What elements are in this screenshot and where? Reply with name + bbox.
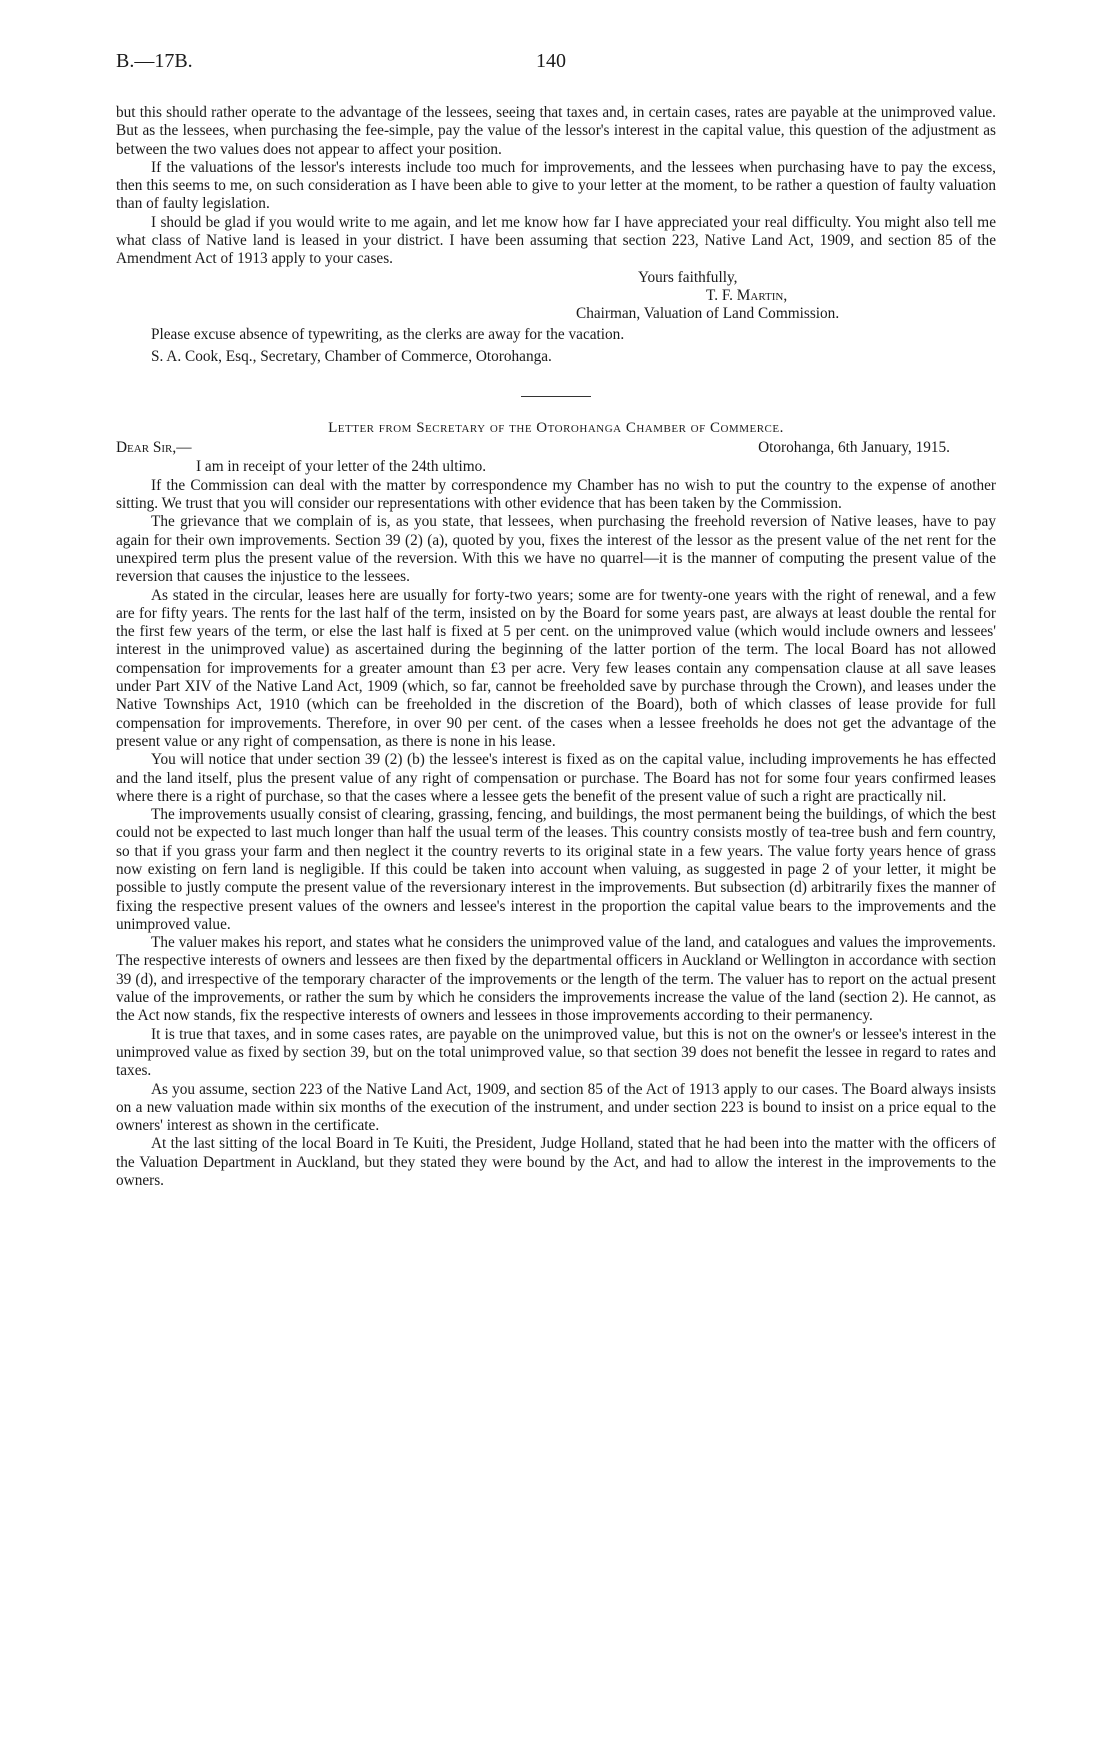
paragraph: The valuer makes his report, and states what he considers the unimproved value of the land, and catalogues and values the improvements. The respective interests of owners and lessees are then fixed by the departmental officers in Auckland or Wellington in accordance with section 39 (d), and irrespective of the temporary character of the improvements or the length of the term. The valuer has to report on the actual present value of the improvements, or rather the sum by which he considers the improvements increase the value of the land (section 2). He cannot, as the Act now stands, fix the respective interests of owners and lessees in those improvements according to their permanency. [116, 934, 996, 1025]
paragraph: The improvements usually consist of clearing, grassing, fencing, and buildings, the most permanent being the buildings, of which the best could not be expected to last much longer than half the usual term of the leases. This country consists mostly of tea-tree bush and fern country, so that if you grass your farm and then neglect it the country reverts to its original state in a few years. The value forty years hence of grass now existing on fern land is negligible. If this could be taken into account when valuing, as suggested in page 2 of your letter, it might be possible to justly compute the present value of the reversionary interest in the improvements. But subsection (d) arbitrarily fixes the manner of fixing the respective present values of the owners and lessee's interest in the proportion the capital value bears to the improvements and the unimproved value. [116, 806, 996, 933]
document-reference: B.—17B. [116, 50, 193, 72]
letter-continuation [116, 104, 996, 366]
letter-heading: Letter from Secretary of the Otorohanga Chamber of Commerce. [328, 420, 784, 437]
page-header [116, 50, 996, 80]
paragraph: As you assume, section 223 of the Native Land Act, 1909, and section 85 of the Act of 1913 apply to our cases. The Board always insists on a new valuation made within six months of the execution of the instrument, and under section 223 is bound to insist on a price equal to the owners' interest as shown in the certificate. [116, 1080, 996, 1135]
section-divider [521, 396, 591, 397]
paragraph: I should be glad if you would write to me again, and let me know how far I have appreciated your real difficulty. You might also tell me what class of Native land is leased in your district. I have been assuming that section 223, Native Land Act, 1909, and section 85 of the Amendment Act of 1913 apply to your cases. [116, 213, 996, 268]
letter-from-secretary [116, 419, 996, 1190]
paragraph: but this should rather operate to the advantage of the lessees, seeing that taxes and, in certain cases, rates are payable at the unimproved value. But as the lessees, when purchasing the fee-simple, pay the value of the lessor's interest in the capital value, this question of the adjustment as between the two values does not appear to affect your position. [116, 104, 996, 158]
salutation: Dear Sir,— [116, 439, 192, 457]
page-body [116, 104, 996, 1190]
paragraph: You will notice that under section 39 (2) (b) the lessee's interest is fixed as on the capital value, including improvements he has effected and the land itself, plus the present value of any right of compensation or purchase. The Board has not for some four years confirmed leases where there is a right of purchase, so that the cases where a lessee gets the benefit of the present value of such a right are practically nil. [116, 751, 996, 805]
paragraph: If the valuations of the lessor's interests include too much for improvements, and the lessees when purchasing have to pay the excess, then this seems to me, on such consideration as I have been able to give to your letter at the moment, to be rather a question of faulty valuation than of faulty legislation. [116, 158, 996, 213]
addressee: S. A. Cook, Esq., Secretary, Chamber of Commerce, Otorohanga. [151, 347, 552, 365]
signature-title: Chairman, Valuation of Land Commission. [576, 305, 840, 323]
paragraph: It is true that taxes, and in some cases rates, are payable on the unimproved value, but this is not on the owner's or lessee's interest in the unimproved value as fixed by section 39, but on the total unimproved value, so that section 39 does not benefit the lessee in regard to rates and taxes. [116, 1025, 996, 1080]
page-number: 140 [536, 50, 566, 72]
dateline: Otorohanga, 6th January, 1915. [758, 439, 950, 457]
paragraph: As stated in the circular, leases here are usually for forty-two years; some are for twenty-one years with the right of renewal, and a few are for fifty years. The rents for the last half of the term, insisted on by the Board for some years past, are always at least double the rental for the first few years of the term, or else the last half is fixed at 5 per cent. on the unimproved value (which would include owners and lessees' interest in the unimproved value) as ascertained during the beginning of the latter portion of the term. The local Board has not allowed compensation for improvements for a greater amount than £3 per acre. Very few leases contain any compensation clause at all save leases under Part XIV of the Native Land Act, 1909 (which, so far, cannot be freeholded save by purchase through the Crown), and leases under the Native Townships Act, 1910 (which can be freeholded in the discretion of the Board), both of which classes of lease provide for full compensation for improvements. Therefore, in over 90 per cent. of the cases when a lessee freeholds he does not get the advantage of the present value or any right of compensation, as there is none in his lease. [116, 586, 996, 750]
receipt-line: I am in receipt of your letter of the 24th ultimo. [196, 458, 487, 476]
paragraph: The grievance that we complain of is, as you state, that lessees, when purchasing the freehold reversion of Native leases, have to pay again for their own improvements. Section 39 (2) (a), quoted by you, fixes the interest of the lessor as the present value of the net rent for the unexpired term plus the present value of the reversion. With this we have no quarrel—it is the manner of computing the present value of the reversion that causes the injustice to the lessees. [116, 513, 996, 586]
salutation-row [116, 439, 996, 458]
paragraph: At the last sitting of the local Board in Te Kuiti, the President, Judge Holland, stated that he had been into the matter with the officers of the Valuation Department in Auckland, but they stated they were bound by the Act, and had to allow the interest in the improvements to the owners. [116, 1135, 996, 1190]
postscript-note: Please excuse absence of typewriting, as the clerks are away for the vacation. [151, 325, 625, 343]
signature-name: T. F. Martin, [706, 286, 788, 304]
paragraph: If the Commission can deal with the matter by correspondence my Chamber has no wish to put the country to the expense of another sitting. We trust that you will consider our representations with other evidence that has been taken by the Commission. [116, 476, 996, 513]
closing: Yours faithfully, [638, 268, 738, 286]
